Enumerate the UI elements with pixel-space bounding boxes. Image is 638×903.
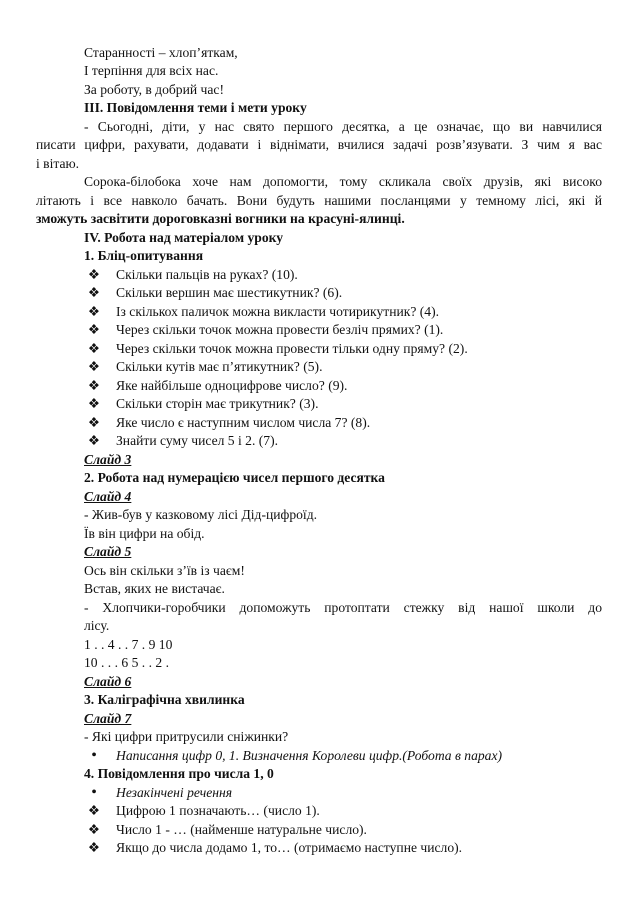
diamond-bullet-icon: ❖ — [87, 359, 101, 374]
list-item: Якщо до числа додамо 1, то… (отримаємо наступне число). — [116, 840, 463, 855]
list-item: Цифрою 1 позначають… (число 1). — [116, 803, 320, 818]
slide-4-line-1: - Жив-був у казковому лісі Дід-цифроїд. — [84, 507, 318, 522]
slide-4-line-2: Їв він цифри на обід. — [84, 526, 205, 541]
diamond-bullet-icon: ❖ — [87, 285, 101, 300]
slide-7-line-1: - Які цифри притрусили сніжинки? — [84, 729, 289, 744]
poem-line-2: І терпіння для всіх нас. — [84, 63, 219, 78]
slide-4-label: Слайд 4 — [84, 489, 132, 504]
diamond-bullet-icon: ❖ — [87, 822, 101, 837]
paragraph-1-line-3: і вітаю. — [36, 156, 80, 171]
slide-7-label: Слайд 7 — [84, 711, 132, 726]
subheading-numbers-1-0: 4. Повідомлення про числа 1, 0 — [84, 766, 274, 781]
number-sequence-2: 10 . . . 6 5 . . 2 . — [84, 655, 169, 670]
diamond-bullet-icon: ❖ — [87, 378, 101, 393]
diamond-bullet-icon: ❖ — [87, 304, 101, 319]
list-item: Число 1 - … (найменше натуральне число). — [116, 822, 367, 837]
subheading-numbering: 2. Робота над нумерацією чисел першого десятка — [84, 470, 385, 485]
list-item: Яке найбільше одноцифрове число? (9). — [116, 378, 348, 393]
list-item: Яке число є наступним числом числа 7? (8). — [116, 415, 371, 430]
diamond-bullet-icon: ❖ — [87, 341, 101, 356]
subheading-calligraphy: 3. Каліграфічна хвилинка — [84, 692, 245, 707]
poem-line-1: Старанності – хлоп’яткам, — [84, 45, 238, 60]
list-item: Скільки кутів має п’ятикутник? (5). — [116, 359, 323, 374]
section-heading-4: IV. Робота над матеріалом уроку — [84, 230, 284, 245]
diamond-bullet-icon: ❖ — [87, 396, 101, 411]
slide-3-label: Слайд 3 — [84, 452, 132, 467]
dot-bullet-icon: • — [91, 747, 97, 764]
diamond-bullet-icon: ❖ — [87, 433, 101, 448]
slide-5-label: Слайд 5 — [84, 544, 132, 559]
section-heading-3: ІІІ. Повідомлення теми і мети уроку — [84, 100, 307, 115]
list-item: Із скількох паличок можна викласти чотирикутник? (4). — [116, 304, 440, 319]
slide-5-line-4: лісу. — [84, 618, 110, 633]
list-item: Скільки сторін має трикутник? (3). — [116, 396, 319, 411]
diamond-bullet-icon: ❖ — [87, 322, 101, 337]
paragraph-1-line-1: - Сьогодні, діти, у нас свято першого десятка, а це означає, що ви навчилися — [84, 119, 602, 134]
slide-5-line-3: - Хлопчики-горобчики допоможуть протоптати стежку від нашої школи до — [84, 600, 602, 615]
list-item: Знайти суму чисел 5 і 2. (7). — [116, 433, 279, 448]
diamond-bullet-icon: ❖ — [87, 267, 101, 282]
paragraph-2-line-1: Сорока-білобока хоче нам допомогти, тому скликала своїх друзів, які високо — [84, 174, 602, 189]
dot-bullet-icon: • — [91, 784, 97, 801]
diamond-bullet-icon: ❖ — [87, 803, 101, 818]
unfinished-sentences-label: Незакінчені речення — [116, 785, 233, 800]
list-item: Скільки вершин має шестикутник? (6). — [116, 285, 343, 300]
slide-7-task: Написання цифр 0, 1. Визначення Королеви цифр.(Робота в парах) — [116, 748, 503, 763]
list-item: Скільки пальців на руках? (10). — [116, 267, 298, 282]
slide-5-line-1: Ось він скільки з’їв із чаєм! — [84, 563, 245, 578]
paragraph-2-line-3: зможуть засвітити дороговказні вогники на красуні-ялинці. — [36, 211, 405, 226]
list-item: Через скільки точок можна провести безліч прямих? (1). — [116, 322, 444, 337]
diamond-bullet-icon: ❖ — [87, 840, 101, 855]
list-item: Через скільки точок можна провести тільки одну пряму? (2). — [116, 341, 468, 356]
subheading-blitz: 1. Бліц-опитування — [84, 248, 204, 263]
number-sequence-1: 1 . . 4 . . 7 . 9 10 — [84, 637, 173, 652]
slide-5-line-2: Встав, яких не вистачає. — [84, 581, 225, 596]
poem-line-3: За роботу, в добрий час! — [84, 82, 224, 97]
diamond-bullet-icon: ❖ — [87, 415, 101, 430]
paragraph-2-line-2: літають і все навколо бачать. Вони будуть нашими посланцями у темному лісі, які й — [36, 193, 602, 208]
slide-6-label: Слайд 6 — [84, 674, 132, 689]
paragraph-1-line-2: писати цифри, рахувати, додавати і віднімати, вчилися задачі розв’язувати. З чим я вас — [36, 137, 602, 152]
